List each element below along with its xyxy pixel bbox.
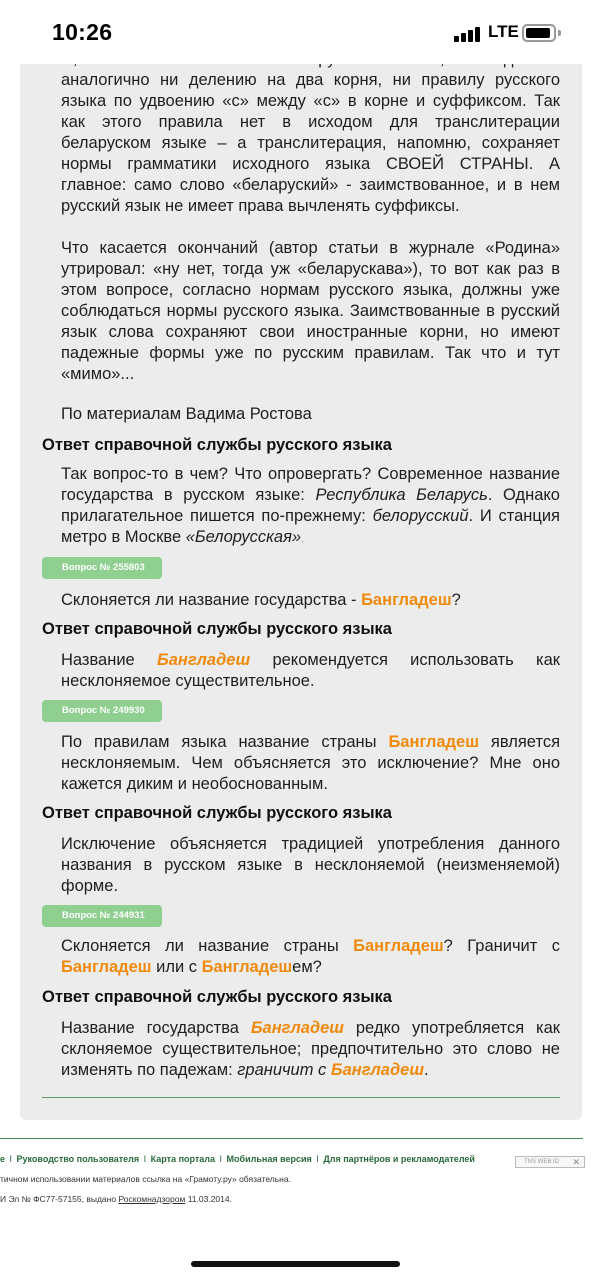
text-line: форме. [61,877,119,895]
text-line: метро в Москве «Белорусская». [61,528,304,546]
text-line: «мимо»... [61,365,135,383]
section-divider [42,1097,560,1098]
text-line: соблюдаться нормы русского языка. Заимствованные в русский [61,302,560,320]
footer-link-sitemap[interactable]: Карта портала [150,1154,216,1164]
status-time: 10:26 [52,19,113,45]
battery-icon [522,24,556,42]
adjective-term: белорусский [372,507,469,525]
footer-link[interactable]: е [0,1154,6,1164]
question-text-2 [61,732,560,795]
footer-link-mobile-version[interactable]: Мобильная версия [226,1154,312,1164]
text-line: По правилам языка название страны Бангладеш является [61,733,560,751]
text-line: этом вопросе, согласно нормам русского языка, должны уже [61,281,560,299]
footer-link-user-guide[interactable]: Руководство пользователя [16,1154,140,1164]
footer-copyright-notice: тичном использовании материалов ссылка на «Грамоту.ру» обязательна. [0,1174,291,1184]
keyword-highlight: Бангладеш [61,958,152,976]
network-type: LTE [488,22,519,41]
text-line: беларуском языке – а транслитерация, напомню, сохраняет [61,134,560,152]
question-number-badge[interactable]: Вопрос № 249930 [42,700,162,722]
question-text-3 [61,936,560,978]
text-line: нормы грамматики исходного языка СВОЕЙ СТРАНЫ. А [61,155,560,173]
answer-text-2 [61,650,560,692]
text-line: Бангладеш или с Бангладешем? [61,958,322,976]
text-line: Название государства Бангладеш редко употребляется как [61,1019,561,1037]
keyword-highlight: Бангладеш [201,958,293,976]
home-indicator[interactable] [191,1261,400,1267]
text-line: Что касается окончаний (автор статьи в журнале «Родина» [61,239,560,257]
answer-text-4 [61,1018,560,1081]
tns-counter[interactable]: TNS WEB ID ✕ [515,1156,585,1168]
text-line: изменять по падежам: граничит с Бангладеш. [61,1061,429,1079]
answer-header: Ответ справочной службы русского языка [42,804,392,822]
keyword-highlight: Бангладеш [250,1019,344,1037]
answer-text-1 [61,464,560,548]
keyword-highlight: Бангладеш [361,591,452,609]
keyword-highlight: Бангладеш [330,1061,425,1079]
republic-name: Республика Беларусь [315,486,488,504]
roskomnadzor-link[interactable]: Роскомнадзором [118,1194,186,1204]
answer-header: Ответ справочной службы русского языка [42,436,392,454]
text-line: государства в русском языке: Республика Беларусь. Однако [61,486,560,504]
text-line: прилагательное пишется по-прежнему: белорусский. И станция [61,507,560,525]
text-line: Исключение объясняется традицией употребления данного [61,835,560,853]
text-line: несклоняемое существительное. [61,672,315,690]
answer-header: Ответ справочной службы русского языка [42,620,392,638]
text-line: утрировал: «ну нет, тогда уж «беларускава»), то вот как раз в [61,260,560,278]
battery-tip [558,30,561,36]
keyword-highlight: Бангладеш [388,733,479,751]
text-line: названия в русском языке в несклоняемой (неизменяемой) [61,856,560,874]
text-line: падежные формы уже по русским правилам. Так что и тут [61,344,560,362]
question-text-1: Склоняется ли название государства - Бангладеш? [61,591,461,609]
close-icon[interactable]: ✕ [572,1157,580,1167]
answer-header: Ответ справочной службы русского языка [42,988,392,1006]
text-line: языка по удвоению «с» между «с» в корне и суффиксом. Так [61,92,560,110]
question-number-badge[interactable]: Вопрос № 255803 [42,557,162,579]
article-paragraph-2 [61,238,560,385]
cellular-signal-icon [454,26,480,42]
text-line: Склоняется ли название страны Бангладеш? Граничит с [61,937,560,955]
footer-links: е I Руководство пользователя I Карта портала I Мобильная версия I Для партнёров и рекламодателей [0,1154,475,1164]
footer-divider [0,1138,583,1139]
text-line: кажется диким и необоснованным. [61,775,328,793]
footer-registration: И Эл № ФС77-57155, выдано Роскомнадзором 11.03.2014. [0,1194,232,1204]
metro-station-name: «Белорусская» [185,528,302,546]
article-paragraph-1 [61,49,560,217]
status-bar [0,0,591,64]
text-line: Так вопрос-то в чем? Что опровергать? Современное название [61,465,560,483]
text-line: язык слова сохраняют свои иностранные корни, но имеют [61,323,560,341]
answer-text-3 [61,834,560,897]
article-source: По материалам Вадима Ростова [61,405,312,423]
text-line: Название Бангладеш рекомендуется использовать как [61,651,560,669]
text-line: русский язык не имеет права вычленять суффиксы. [61,197,460,215]
keyword-highlight: Бангладеш [157,651,251,669]
text-line: главное: само слово «беларуский» - заимствованное, и в нем [61,176,560,194]
question-number-badge[interactable]: Вопрос № 244931 [42,905,162,927]
footer-link-partners[interactable]: Для партнёров и рекламодателей [323,1154,475,1164]
keyword-highlight: Бангладеш [353,937,444,955]
text-line: как этого правила нет в исходом для транслитерации [61,113,560,131]
text-line: несклоняемым. Чем объясняется это исключение? Мне оно [61,754,560,772]
text-line: склоняемое существительное; предпочтительно это слово не [61,1040,560,1058]
text-line: аналогично ни делению на два корня, ни правилу русского [61,71,560,89]
